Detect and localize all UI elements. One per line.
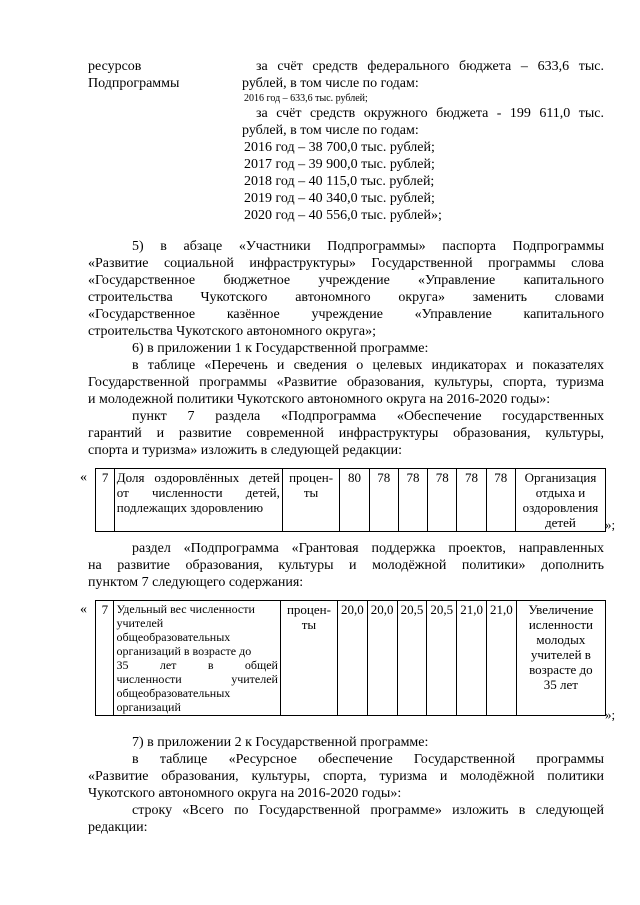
paragraph-line: пункт 7 раздела «Подпрограмма «Обеспечение государственных [132,409,604,424]
indicator-name [114,469,282,532]
value-cell: 20,0 [337,601,367,716]
organization-line: Увеличение [528,602,594,617]
paragraph-line: раздел «Подпрограмма «Грантовая поддержка проектов, направленных [132,541,604,556]
year-line: 2020 год – 40 556,0 тыс. рублей»; [244,208,442,223]
unit-line: ты [303,485,319,500]
organization-line: детей [545,515,576,530]
value-cell: 78 [457,469,486,532]
organization-cell [515,469,605,532]
paragraph-line: редакции: [88,820,148,835]
value-cell: 21,0 [486,601,516,716]
paragraph-line: Чукотского автономного округа на 2016-2020 годы»: [88,786,402,801]
okrug-budget-line: за счёт средств окружного бюджета - 199 611,0 тыс. [256,106,604,121]
paragraph-line: в таблице «Перечень и сведения о целевых индикаторах и показателях [132,358,604,373]
organization-line: учителей в [530,647,591,662]
value-cell: 20,5 [427,601,457,716]
indicator-name-line: организаций в возрасте до [116,644,252,658]
year-line: 2017 год – 39 900,0 тыс. рублей; [244,157,435,172]
paragraph-line: строку «Всего по Государственной программе» изложить в следующей [132,803,604,818]
indicator-name [114,601,281,716]
indicator-name-line: от численности детей, [116,485,280,500]
organization-cell [516,601,605,716]
value-cell: 20,0 [367,601,397,716]
close-quote: »; [605,517,616,532]
paragraph-6 [88,340,604,459]
paragraph-line: «Развитие социальной инфраструктуры» Государственной программы слова [88,256,604,271]
paragraph-line: 7) в приложении 2 к Государственной программе: [132,735,429,750]
organization-line: отдыха и [535,485,586,500]
indicator-name-line: подлежащих здоровлению [116,500,264,515]
paragraph-7 [88,734,604,836]
paragraph-line: строительства Чукотского автономного округа»; [88,324,377,339]
table-row [78,601,606,716]
value-cell: 21,0 [457,601,487,716]
table-row [78,469,606,532]
close-quote: »; [605,707,616,722]
unit-line: процен- [289,470,334,485]
year-line: 2019 год – 40 340,0 тыс. рублей; [244,191,435,206]
unit-line: процен- [286,602,331,617]
unit-cell [280,601,337,716]
row-number: 7 [96,601,114,716]
paragraph-line: на развитие образования, культуры и молодёжной политики» дополнить [88,558,604,573]
federal-budget-line: рублей, в том числе по годам: [242,76,419,91]
resources-details [242,58,604,224]
resources-label [88,58,228,92]
year-line: 2016 год – 38 700,0 тыс. рублей; [244,140,435,155]
indicator-table-1 [78,468,606,532]
value-cell: 78 [369,469,398,532]
paragraph-line: в таблице «Ресурсное обеспечение Государственной программы [132,752,604,767]
federal-2016-line: 2016 год – 633,6 тыс. рублей; [244,93,368,104]
paragraph-grant [88,540,604,591]
organization-line: исленности [528,617,593,632]
indicator-table-2 [78,600,606,716]
value-cell: 78 [398,469,427,532]
row-number: 7 [96,469,114,532]
indicator-name-line: численности учителей [116,672,278,686]
organization-line: Организация [524,470,597,485]
unit-cell [282,469,339,532]
indicator-name-line: 35 лет в общей [116,658,278,672]
federal-budget-line: за счёт средств федерального бюджета – 633,6 тыс. [256,59,604,74]
paragraph-line: «Государственное бюджетное учреждение «Управление капитального [88,273,604,288]
organization-line: 35 лет [543,677,578,692]
paragraph-line: «Государственное казённое учреждение «Управление капитального [88,307,604,322]
paragraph-line: Государственной программы «Развитие образования, культуры, спорта, туризма [88,375,604,390]
indicator-name-line: учителей [116,616,164,630]
paragraph-line: и молодежной политики Чукотского автономного округа на 2016-2020 годы»: [88,392,551,407]
paragraph-line: гарантий и развитие современной инфраструктуры образования, культуры, [88,426,604,441]
value-cell: 78 [428,469,457,532]
okrug-budget-line: рублей, в том числе по годам: [242,123,419,138]
indicator-name-line: Удельный вес численности [116,602,255,616]
paragraph-line: 6) в приложении 1 к Государственной программе: [132,341,429,356]
value-cell: 80 [340,469,369,532]
organization-line: молодых [536,632,586,647]
value-cell: 78 [486,469,515,532]
paragraph-line: строительства Чукотского автономного округа» заменить словами [88,290,604,305]
paragraph-line: 5) в абзаце «Участники Подпрограммы» паспорта Подпрограммы [132,239,604,254]
paragraph-line: пунктом 7 следующего содержания: [88,575,304,590]
open-quote: « [80,469,87,485]
indicator-name-line: организаций [116,700,181,714]
paragraph-5 [88,238,604,340]
unit-line: ты [301,617,317,632]
paragraph-line: «Развитие образования, культуры, спорта, туризма и молодёжной политики [88,769,604,784]
organization-line: оздоровления [522,500,599,515]
organization-line: возрасте до [529,662,593,677]
indicator-name-line: Доля оздоровлённых детей [116,470,280,485]
year-line: 2018 год – 40 115,0 тыс. рублей; [244,174,435,189]
paragraph-line: спорта и туризма» изложить в следующей редакции: [88,443,403,458]
value-cell: 20,5 [397,601,427,716]
indicator-name-line: общеобразовательных [116,686,231,700]
open-quote: « [80,601,87,617]
resources-label-line: ресурсов [88,59,142,74]
resources-label-line: Подпрограммы [88,76,180,91]
indicator-name-line: общеобразовательных [116,630,231,644]
